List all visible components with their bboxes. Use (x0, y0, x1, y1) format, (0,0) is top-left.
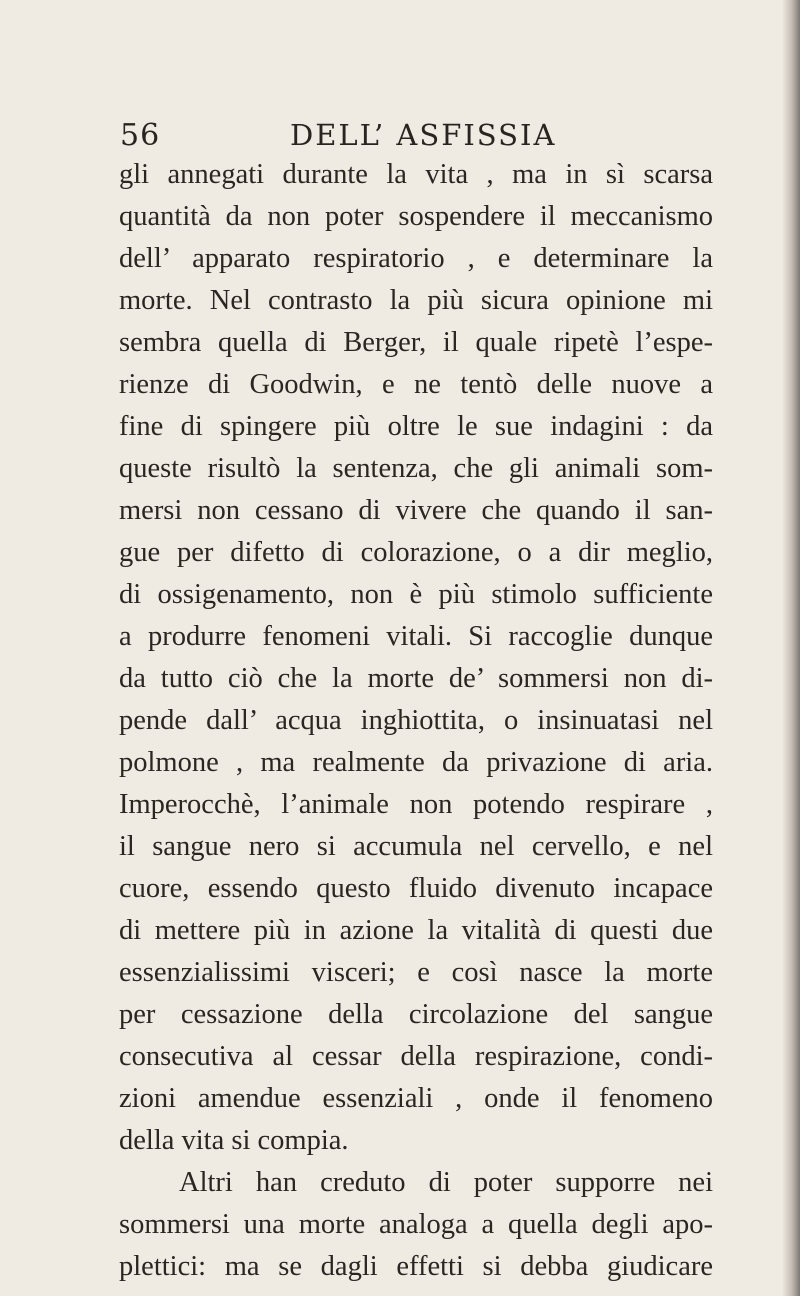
paragraph-end-line: della vita si compia. (119, 1125, 349, 1156)
text-line: sommersi una morte analoga a quella degli apo- (119, 1209, 713, 1240)
text-line: quantità da non poter sospendere il meccanismo (119, 201, 713, 232)
text-line: sembra quella di Berger, il quale ripetè l’espe- (119, 327, 713, 358)
text-line: da tutto ciò che la morte de’ sommersi non di- (119, 663, 713, 694)
text-line: zioni amendue essenziali , onde il fenomeno (119, 1083, 713, 1114)
text-line: di mettere più in azione la vitalità di questi due (119, 915, 713, 946)
text-line: pende dall’ acqua inghiottita, o insinuatasi nel (119, 705, 713, 736)
text-line: il sangue nero si accumula nel cervello, e nel (119, 831, 713, 862)
text-line: Imperocchè, l’animale non potendo respirare , (119, 789, 713, 820)
text-line: plettici: ma se dagli effetti si debba giudicare (119, 1251, 713, 1282)
text-line: rienze di Goodwin, e ne tentò delle nuove a (119, 369, 713, 400)
text-line: gli annegati durante la vita , ma in sì scarsa (119, 159, 713, 190)
text-line: mersi non cessano di vivere che quando il san- (119, 495, 713, 526)
text-line: cuore, essendo questo fluido divenuto incapace (119, 873, 713, 904)
text-line: gue per difetto di colorazione, o a dir meglio, (119, 537, 713, 568)
text-line: morte. Nel contrasto la più sicura opinione mi (119, 285, 713, 316)
page-edge-shadow (782, 0, 800, 1296)
page-number: 56 (120, 118, 161, 153)
paragraph-start-line: Altri han creduto di poter supporre nei (179, 1167, 713, 1198)
page-header (120, 118, 690, 158)
running-title: DELL’ ASFISSIA (290, 118, 557, 152)
text-line: essenzialissimi visceri; e così nasce la morte (119, 957, 713, 988)
text-line: dell’ apparato respiratorio , e determinare la (119, 243, 713, 274)
text-line: a produrre fenomeni vitali. Si raccoglie dunque (119, 621, 713, 652)
text-line: queste risultò la sentenza, che gli animali som- (119, 453, 713, 484)
body-text (119, 154, 713, 1288)
text-line: fine di spingere più oltre le sue indagini : da (119, 411, 713, 442)
text-line: polmone , ma realmente da privazione di aria. (119, 747, 713, 778)
text-line: di ossigenamento, non è più stimolo sufficiente (119, 579, 713, 610)
text-line: per cessazione della circolazione del sangue (119, 999, 713, 1030)
text-line: consecutiva al cessar della respirazione, condi- (119, 1041, 713, 1072)
